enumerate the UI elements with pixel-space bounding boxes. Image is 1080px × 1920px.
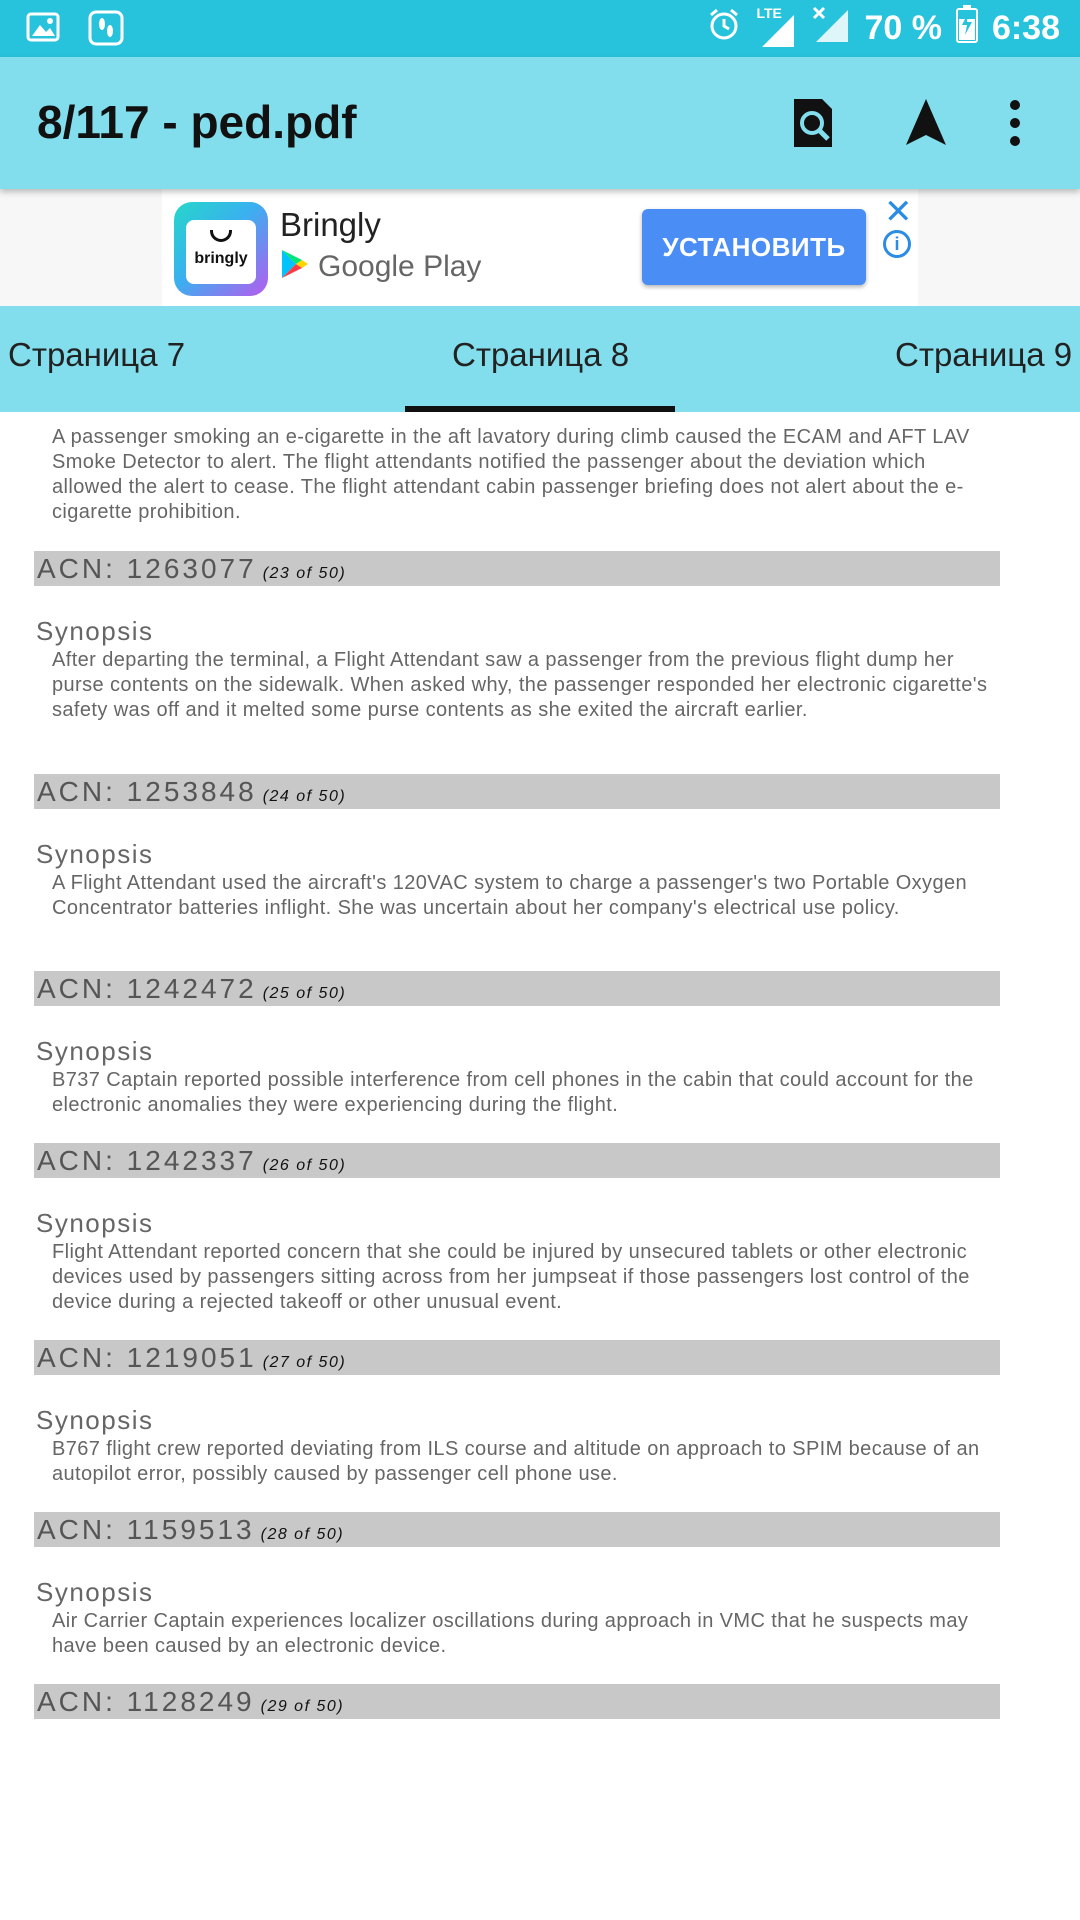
acn-header (34, 1512, 1000, 1547)
battery-percent: 70 % (864, 9, 942, 47)
signal-no-sim-icon (810, 4, 850, 53)
acn-number: ACN: 1219051 (37, 1342, 257, 1373)
steps-notification-icon (88, 10, 124, 51)
ad-brand-name[interactable]: Bringly (280, 206, 381, 243)
google-play-icon (280, 248, 310, 285)
logo-text: bringly (194, 250, 248, 267)
google-play-label: Google Play (318, 249, 482, 283)
intro-paragraph: A passenger smoking an e-cigarette in the aft lavatory during climb caused the ECAM and AFT LAV Smoke Detector to alert. The flight attendants notified the passenger about the deviation which allowed the alert to cease. The flight attendant cabin passenger briefing does not alert about the e-cigarette prohibition. (52, 426, 970, 523)
alarm-icon (706, 6, 742, 51)
acn-number-wrap (37, 1686, 344, 1718)
network-type-label: LTE (756, 4, 782, 21)
synopsis-label: Synopsis (36, 839, 154, 869)
acn-count: (28 of 50) (260, 1526, 345, 1543)
tab-page-8[interactable]: Страница 8 (452, 336, 630, 373)
acn-header (34, 774, 1000, 809)
document-title: 8/117 - ped.pdf (37, 96, 357, 148)
acn-count: (26 of 50) (262, 1157, 347, 1174)
acn-number-wrap (37, 776, 346, 808)
acn-header (34, 971, 1000, 1006)
app-bar (0, 57, 1080, 189)
synopsis-label: Synopsis (36, 1036, 154, 1066)
acn-number-wrap (37, 1514, 344, 1546)
logo-smile-icon (210, 230, 232, 242)
clock: 6:38 (991, 9, 1060, 47)
battery-charging-icon (956, 5, 978, 52)
synopsis-text: Air Carrier Captain experiences localizer oscillations during approach in VMC that he suspects may have been caused by an electronic device. (52, 1610, 969, 1657)
acn-count: (23 of 50) (262, 565, 347, 582)
synopsis-label: Synopsis (36, 1577, 154, 1607)
navigation-arrow-icon[interactable] (898, 95, 954, 151)
ad-info-icon[interactable]: i (883, 230, 911, 258)
close-ad-icon[interactable]: ✕ (884, 193, 913, 231)
install-button[interactable]: УСТАНОВИТЬ (642, 209, 866, 285)
status-bar (0, 0, 1080, 57)
synopsis-text: Flight Attendant reported concern that she could be injured by unsecured tablets or other electronic devices used by passengers sitting across from her jumpseat if those passengers lost control of the device during a rejected takeoff or other unusual event. (52, 1241, 970, 1313)
ad-banner[interactable] (162, 192, 918, 306)
synopsis-label: Synopsis (36, 616, 154, 646)
logo-bag (186, 220, 256, 284)
acn-number: ACN: 1242337 (37, 1145, 257, 1176)
ad-padding-right (918, 189, 1080, 306)
acn-header (34, 1684, 1000, 1719)
acn-number-wrap (37, 973, 346, 1005)
acn-number: ACN: 1128249 (37, 1686, 255, 1717)
acn-count: (27 of 50) (262, 1354, 347, 1371)
acn-number-wrap (37, 553, 346, 585)
synopsis-text: B767 flight crew reported deviating from ILS course and altitude on approach to SPIM because of an autopilot error, possibly caused by passenger cell phone use. (52, 1438, 980, 1485)
acn-number-wrap (37, 1342, 346, 1374)
acn-header (34, 1340, 1000, 1375)
acn-header (34, 1143, 1000, 1178)
synopsis-label: Synopsis (36, 1208, 154, 1238)
synopsis-text: A Flight Attendant used the aircraft's 120VAC system to charge a passenger's two Portable Oxygen Concentrator batteries inflight. She was uncertain about her company's electrical use policy. (52, 872, 968, 919)
google-play-badge[interactable] (280, 248, 481, 285)
synopsis-text: B737 Captain reported possible interference from cell phones in the cabin that could account for the electronic anomalies they were experiencing during the flight. (52, 1069, 974, 1116)
acn-number: ACN: 1253848 (37, 776, 257, 807)
ad-padding-left (0, 189, 162, 306)
acn-header (34, 551, 1000, 586)
acn-count: (24 of 50) (262, 788, 347, 805)
signal-lte-icon (756, 4, 796, 49)
search-document-icon[interactable] (786, 95, 842, 151)
acn-number: ACN: 1263077 (37, 553, 257, 584)
acn-number: ACN: 1242472 (37, 973, 257, 1004)
gallery-notification-icon (26, 10, 60, 51)
acn-number: ACN: 1159513 (37, 1514, 255, 1545)
more-vert-icon[interactable] (1000, 95, 1030, 151)
tab-page-9[interactable]: Страница 9 (895, 336, 1073, 373)
acn-count: (29 of 50) (260, 1698, 345, 1715)
tab-page-7[interactable]: Страница 7 (8, 336, 186, 373)
acn-number-wrap (37, 1145, 346, 1177)
acn-count: (25 of 50) (262, 985, 347, 1002)
ad-app-logo[interactable] (174, 202, 268, 296)
synopsis-text: After departing the terminal, a Flight Attendant saw a passenger from the previous flight dump her purse contents on the sidewalk. When asked why, the passenger responded her electronic cigarette's safety was off and it melted some purse contents as she exited the aircraft earlier. (52, 649, 988, 721)
pdf-page[interactable] (0, 412, 1080, 1920)
synopsis-label: Synopsis (36, 1405, 154, 1435)
page-tabs (0, 306, 1080, 412)
